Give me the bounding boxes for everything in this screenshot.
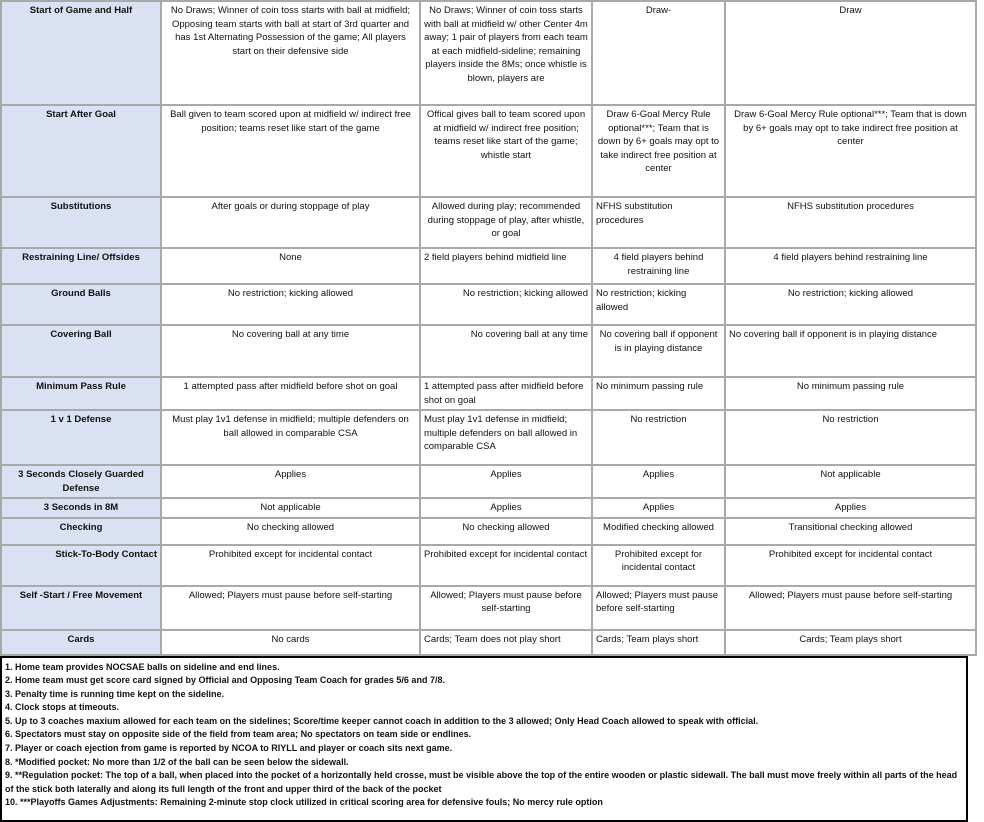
table-cell: 1 attempted pass after midfield before shot on goal [161, 377, 420, 410]
row-label: Substitutions [1, 197, 161, 248]
row-label: 3 Seconds Closely Guarded Defense [1, 465, 161, 498]
table-row [1, 518, 976, 545]
table-cell: 4 field players behind restraining line [592, 248, 725, 284]
table-cell: Prohibited except for incidental contact [420, 545, 592, 586]
table-row [1, 498, 976, 518]
table-cell: Cards; Team plays short [592, 630, 725, 655]
table-cell: Applies [725, 498, 976, 518]
table-cell: Prohibited except for incidental contact [592, 545, 725, 586]
footnote-item: 8. *Modified pocket: No more than 1/2 of the ball can be seen below the sidewall. [5, 756, 966, 770]
footnote-item: 9. **Regulation pocket: The top of a ball, when placed into the pocket of a horizontally held crosse, must be visible above the top of the entire wooden or plastic sidewall. The ball must move freely within all parts of the head of the stick both laterally and along its full length of the front and upper third of the back of the pocket [5, 769, 966, 796]
row-label: Cards [1, 630, 161, 655]
table-cell: No Draws; Winner of coin toss starts with ball at midfield; Opposing team starts with ball at start of 3rd quarter and has 1st Alternating Possession of the game; All players start on their defensive side [161, 1, 420, 105]
table-cell: After goals or during stoppage of play [161, 197, 420, 248]
table-cell: Transitional checking allowed [725, 518, 976, 545]
table-cell: Prohibited except for incidental contact [725, 545, 976, 586]
row-label: Restraining Line/ Offsides [1, 248, 161, 284]
table-cell: Allowed; Players must pause before self-starting [725, 586, 976, 630]
table-cell: No restriction [592, 410, 725, 465]
table-cell: Draw 6-Goal Mercy Rule optional***; Team that is down by 6+ goals may opt to take indirect free position at center [725, 105, 976, 197]
table-cell: NFHS substitution procedures [725, 197, 976, 248]
table-row [1, 325, 976, 377]
table-row [1, 248, 976, 284]
table-cell: Applies [161, 465, 420, 498]
table-row [1, 630, 976, 655]
row-label: Start of Game and Half [1, 1, 161, 105]
table-row [1, 197, 976, 248]
row-label: Checking [1, 518, 161, 545]
table-row [1, 545, 976, 586]
row-label: Ground Balls [1, 284, 161, 325]
table-cell: Applies [420, 498, 592, 518]
table-cell: 2 field players behind midfield line [420, 248, 592, 284]
table-cell: No minimum passing rule [725, 377, 976, 410]
footnote-item: 1. Home team provides NOCSAE balls on sideline and end lines. [5, 661, 966, 675]
table-cell: Applies [592, 465, 725, 498]
table-cell: Draw 6-Goal Mercy Rule optional***; Team that is down by 6+ goals may opt to take indirect free position at center [592, 105, 725, 197]
footnote-item: 10. ***Playoffs Games Adjustments: Remaining 2-minute stop clock utilized in critical scoring area for defensive fouls; No mercy rule option [5, 796, 966, 810]
table-cell: No covering ball if opponent is in playing distance [725, 325, 976, 377]
table-cell: No restriction [725, 410, 976, 465]
row-label: Minimum Pass Rule [1, 377, 161, 410]
table-cell: 4 field players behind restraining line [725, 248, 976, 284]
footnotes [0, 656, 968, 822]
footnote-item: 7. Player or coach ejection from game is reported by NCOA to RIYLL and player or coach sits next game. [5, 742, 966, 756]
footnote-item: 3. Penalty time is running time kept on the sideline. [5, 688, 966, 702]
table-cell: Prohibited except for incidental contact [161, 545, 420, 586]
table-row [1, 1, 976, 105]
table-cell: Must play 1v1 defense in midfield; multiple defenders on ball allowed in comparable CSA [420, 410, 592, 465]
table-row [1, 465, 976, 498]
table-cell: No covering ball if opponent is in playing distance [592, 325, 725, 377]
footnote-item: 5. Up to 3 coaches maxium allowed for each team on the sidelines; Score/time keeper cannot coach in addition to the 3 allowed; Only Head Coach allowed to speak with official. [5, 715, 966, 729]
row-label: Self -Start / Free Movement [1, 586, 161, 630]
table-cell: Allowed; Players must pause before self-starting [161, 586, 420, 630]
footnote-item: 2. Home team must get score card signed by Official and Opposing Team Coach for grades 5/6 and 7/8. [5, 674, 966, 688]
footnote-item: 4. Clock stops at timeouts. [5, 701, 966, 715]
table-cell: Draw- [592, 1, 725, 105]
table-row [1, 586, 976, 630]
table-cell: Not applicable [725, 465, 976, 498]
table-cell: Applies [592, 498, 725, 518]
table-cell: Ball given to team scored upon at midfield w/ indirect free position; teams reset like start of the game [161, 105, 420, 197]
table-cell: Allowed during play; recommended during stoppage of play, after whistle, or goal [420, 197, 592, 248]
table-cell: Cards; Team plays short [725, 630, 976, 655]
table-cell: Draw [725, 1, 976, 105]
table-cell: Allowed; Players must pause before self-starting [420, 586, 592, 630]
table-cell: Applies [420, 465, 592, 498]
row-label: Covering Ball [1, 325, 161, 377]
table-cell: No cards [161, 630, 420, 655]
table-cell: Allowed; Players must pause before self-starting [592, 586, 725, 630]
table-row [1, 284, 976, 325]
table-cell: No checking allowed [420, 518, 592, 545]
table-row [1, 105, 976, 197]
table-cell: No minimum passing rule [592, 377, 725, 410]
table-cell: Must play 1v1 defense in midfield; multiple defenders on ball allowed in comparable CSA [161, 410, 420, 465]
table-cell: No checking allowed [161, 518, 420, 545]
table-cell: Offical gives ball to team scored upon at midfield w/ indirect free position; teams reset like start of the game; whistle start [420, 105, 592, 197]
table-cell: No restriction; kicking allowed [592, 284, 725, 325]
table-row [1, 377, 976, 410]
footnote-item: 6. Spectators must stay on opposite side of the field from team area; No spectators on team side or endlines. [5, 728, 966, 742]
table-cell: No restriction; kicking allowed [161, 284, 420, 325]
table-cell: No restriction; kicking allowed [725, 284, 976, 325]
table-cell: No covering ball at any time [161, 325, 420, 377]
table-cell: NFHS substitution procedures [592, 197, 725, 248]
table-cell: 1 attempted pass after midfield before shot on goal [420, 377, 592, 410]
row-label: Start After Goal [1, 105, 161, 197]
table-cell: No covering ball at any time [420, 325, 592, 377]
table-cell: Modified checking allowed [592, 518, 725, 545]
table-cell: No restriction; kicking allowed [420, 284, 592, 325]
row-label: 1 v 1 Defense [1, 410, 161, 465]
table-cell: Cards; Team does not play short [420, 630, 592, 655]
table-row [1, 410, 976, 465]
row-label: Stick-To-Body Contact [1, 545, 161, 586]
table-cell: No Draws; Winner of coin toss starts with ball at midfield w/ other Center 4m away; 1 pair of players from each team at each midfield-sideline; remaining players inside the 8Ms; once whistle is blown, players are [420, 1, 592, 105]
table-cell: None [161, 248, 420, 284]
row-label: 3 Seconds in 8M [1, 498, 161, 518]
table-cell: Not applicable [161, 498, 420, 518]
